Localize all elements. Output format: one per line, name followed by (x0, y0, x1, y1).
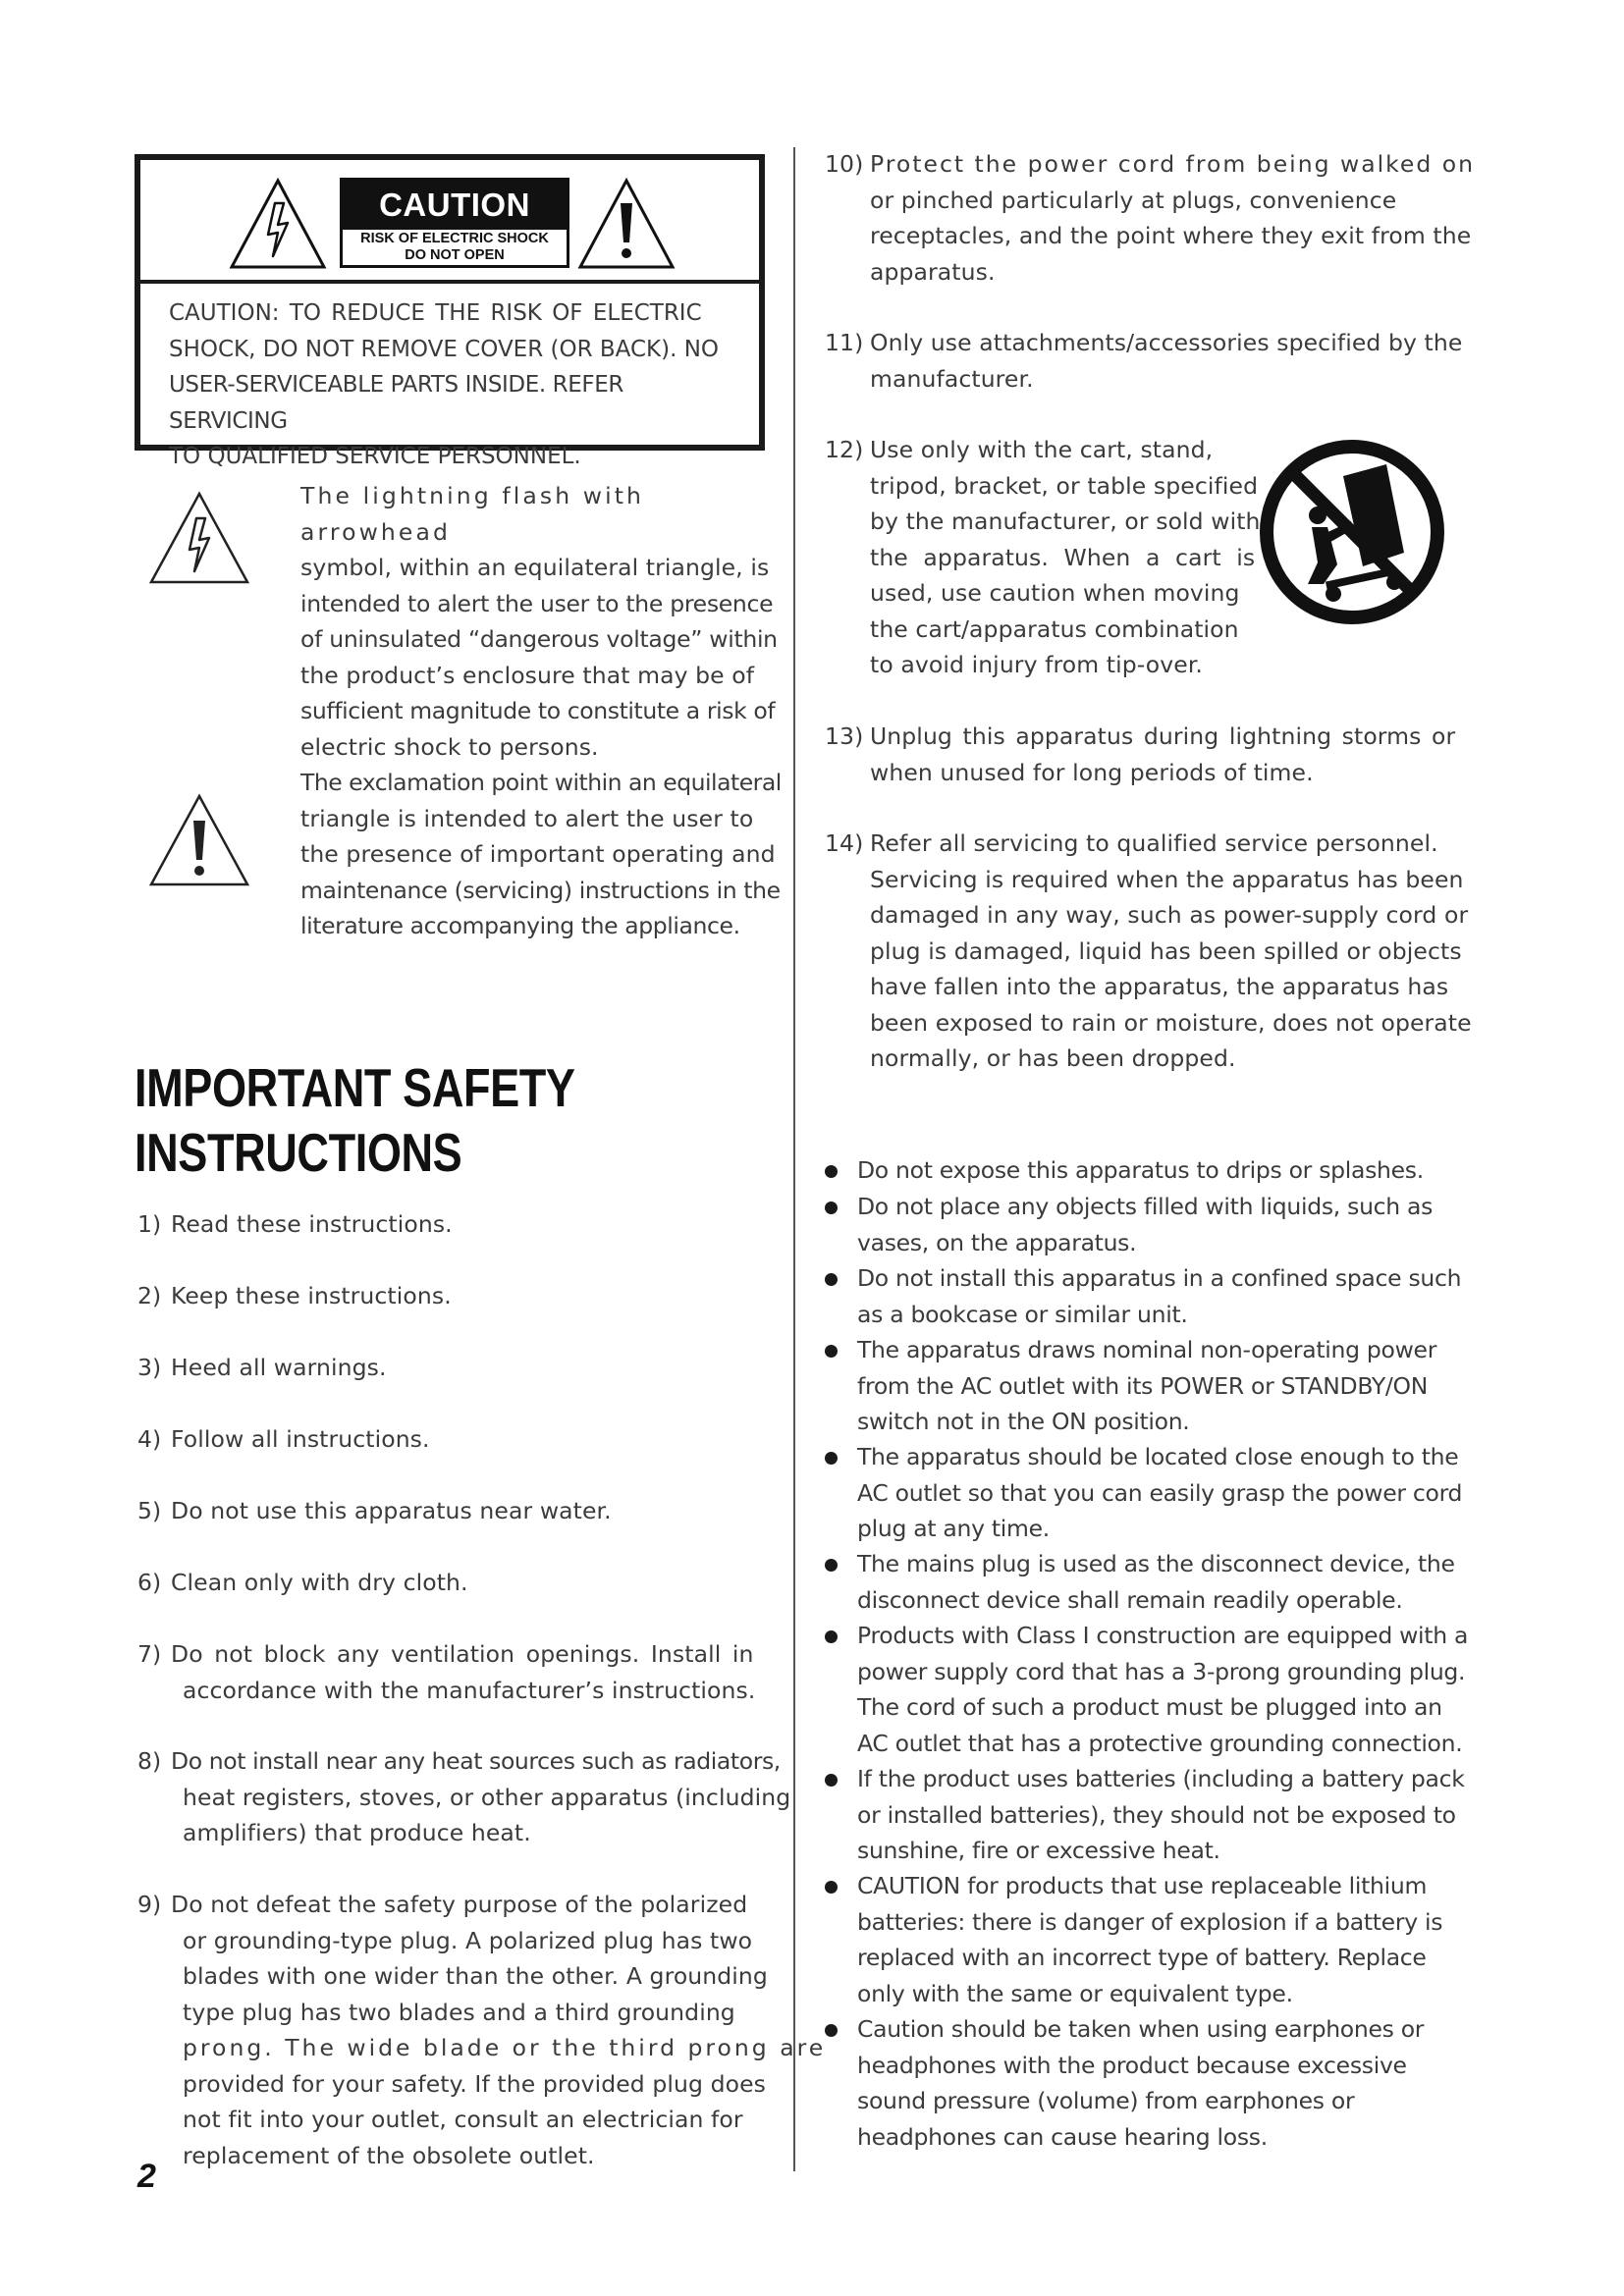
text-line: power supply cord that has a 3-prong grounding plug. (857, 1657, 1466, 1685)
text-line: electric shock to persons. (300, 732, 599, 761)
caution-line: CAUTION: TO REDUCE THE RISK OF ELECTRIC (169, 300, 702, 326)
bullet-list (825, 0, 1476, 2296)
text-line: switch not in the ON position. (857, 1408, 1190, 1435)
bullet-dot (825, 1881, 838, 1894)
text-line: sufficient magnitude to constitute a risk of (300, 697, 776, 724)
text-line: Use only with the cart, stand, (870, 436, 1214, 463)
bullet-dot (825, 1165, 838, 1178)
text-line: AC outlet that has a protective grounding connection. (857, 1729, 1463, 1757)
text-line: batteries: there is danger of explosion if a battery is (857, 1907, 1443, 1936)
text-line: Do not use this apparatus near water. (171, 1497, 612, 1524)
text-line: Clean only with dry cloth. (171, 1569, 468, 1596)
text-line: headphones with the product because excessive (857, 2051, 1407, 2079)
text-line: Do not install near any heat sources such as radiators, (171, 1747, 781, 1775)
instruction-number: 11) (825, 329, 864, 356)
bullet-text (857, 1761, 1465, 1869)
text-line: damaged in any way, such as power-supply cord or (870, 901, 1469, 929)
text-line: normally, or has been dropped. (870, 1044, 1236, 1072)
caution-banner-title: CAUTION (343, 181, 567, 230)
instruction-number: 5) (137, 1497, 162, 1524)
text-line: Keep these instructions. (171, 1282, 452, 1309)
text-line: AC outlet so that you can easily grasp the power cord (857, 1478, 1463, 1507)
text-line: vases, on the apparatus. (857, 1228, 1137, 1256)
text-line: triangle is intended to alert the user to (300, 804, 754, 832)
text-line: by the manufacturer, or sold with (870, 507, 1261, 535)
bullet-text (857, 1332, 1436, 1440)
text-line: Follow all instructions. (171, 1425, 430, 1453)
instructions-list-left (137, 0, 827, 2296)
text-line: the cart/apparatus combination (870, 614, 1239, 643)
text-line: the product’s enclosure that may be of (300, 661, 755, 689)
bullet-text (857, 1189, 1433, 1260)
text-line: when unused for long periods of time. (870, 758, 1314, 786)
text-line: replaced with an incorrect type of battery. Replace (857, 1944, 1427, 1971)
text-line: CAUTION for products that use replaceable lithium (857, 1872, 1428, 1899)
instruction-number: 13) (825, 722, 864, 750)
instruction-number: 7) (137, 1640, 162, 1668)
bullet-text (857, 1439, 1462, 1547)
page-number: 2 (137, 2158, 156, 2195)
instruction-number: 4) (137, 1425, 162, 1453)
bullet-text (857, 2011, 1424, 2155)
text-line: The mains plug is used as the disconnect device, the (857, 1550, 1455, 1577)
text-line: tripod, bracket, or table specified (870, 471, 1259, 500)
text-line: Refer all servicing to qualified service personnel. (870, 829, 1438, 857)
bullet-text (857, 1260, 1461, 1332)
instruction-number: 8) (137, 1747, 162, 1775)
text-line: Unplug this apparatus during lightning storms or (870, 722, 1456, 750)
text-line: intended to alert the user to the presence (300, 589, 774, 617)
bullet-dot (825, 2024, 838, 2037)
text-line: the presence of important operating and (300, 840, 776, 868)
instruction-number: 1) (137, 1210, 162, 1238)
text-line: Only use attachments/accessories specified by the (870, 329, 1463, 356)
text-line: maintenance (servicing) instructions in the (300, 876, 781, 904)
text-line: plug is damaged, liquid has been spilled or objects (870, 936, 1462, 965)
text-line: heat registers, stoves, or other apparatus (including (183, 1783, 791, 1811)
title-line-1: IMPORTANT SAFETY (135, 1057, 575, 1118)
bullet-dot (825, 1630, 838, 1643)
text-line: literature accompanying the appliance. (300, 912, 740, 939)
text-line: If the product uses batteries (including a battery pack (857, 1765, 1465, 1792)
text-line: have fallen into the apparatus, the apparatus has (870, 973, 1449, 1000)
text-line: as a bookcase or similar unit. (857, 1300, 1188, 1328)
text-line: The apparatus draws nominal non-operating power (857, 1336, 1437, 1363)
instruction-number: 3) (137, 1354, 162, 1381)
text-line: Do not place any objects filled with liquids, such as (857, 1193, 1434, 1220)
text-line: amplifiers) that produce heat. (183, 1819, 531, 1846)
text-line: apparatus. (870, 257, 996, 286)
text-line: sunshine, fire or excessive heat. (857, 1837, 1220, 1864)
bullet-text (857, 1546, 1455, 1618)
text-line: replacement of the obsolete outlet. (183, 2141, 595, 2169)
text-line: headphones can cause hearing loss. (857, 2122, 1268, 2151)
text-line: prong. The wide blade or the third prong are (183, 2034, 827, 2061)
text-line: to avoid injury from tip-over. (870, 651, 1203, 678)
text-line: from the AC outlet with its POWER or STANDBY/ON (857, 1371, 1429, 1400)
text-line: provided for your safety. If the provided plug does (183, 2069, 766, 2098)
text-line: symbol, within an equilateral triangle, is (300, 554, 770, 581)
text-line: Read these instructions. (171, 1210, 453, 1238)
bullet-dot (825, 1273, 838, 1286)
text-line: or pinched particularly at plugs, convenience (870, 186, 1397, 214)
text-line: type plug has two blades and a third grounding (183, 1998, 735, 2026)
caution-line: USER-SERVICEABLE PARTS INSIDE. REFER SERVICING (169, 372, 623, 434)
text-line: blades with one wider than the other. A grounding (183, 1962, 768, 1990)
text-line: Caution should be taken when using earphones or (857, 2015, 1425, 2043)
text-line: not fit into your outlet, consult an electrician for (183, 2106, 743, 2133)
text-line: The exclamation point within an equilateral (300, 769, 782, 796)
instruction-number: 14) (825, 829, 864, 857)
caution-line: SHOCK, DO NOT REMOVE COVER (OR BACK). NO (169, 336, 720, 362)
bullet-text (857, 1868, 1442, 2011)
text-line: Do not defeat the safety purpose of the polarized (171, 1891, 748, 1918)
caution-banner-line-2: DO NOT OPEN (405, 247, 505, 263)
text-line: Protect the power cord from being walked on (870, 150, 1476, 178)
text-line: Do not expose this apparatus to drips or splashes. (857, 1156, 1424, 1184)
text-line: disconnect device shall remain readily operable. (857, 1585, 1403, 1614)
column-divider (793, 147, 795, 2171)
text-line: Servicing is required when the apparatus has been (870, 865, 1464, 893)
text-line: Do not install this apparatus in a confined space such (857, 1264, 1462, 1292)
instruction-number: 9) (137, 1891, 162, 1918)
text-line: been exposed to rain or moisture, does not operate (870, 1008, 1472, 1037)
bullet-dot (825, 1774, 838, 1787)
text-line: plug at any time. (857, 1515, 1050, 1542)
text-line: The lightning flash with arrowhead (300, 482, 645, 546)
caution-banner-line-1: RISK OF ELECTRIC SHOCK (360, 231, 549, 246)
bullet-dot (825, 1201, 838, 1214)
text-line: of uninsulated “dangerous voltage” within (300, 625, 778, 653)
instruction-number: 6) (137, 1569, 162, 1596)
text-line: receptacles, and the point where they exit from the (870, 222, 1472, 249)
text-line: accordance with the manufacturer’s instructions. (183, 1676, 756, 1704)
instruction-number: 10) (825, 150, 864, 178)
instruction-number: 2) (137, 1282, 162, 1309)
bullet-dot (825, 1452, 838, 1465)
bullet-dot (825, 1559, 838, 1572)
bullet-dot (825, 1345, 838, 1358)
text-line: the apparatus. When a cart is (870, 543, 1256, 571)
bullet-text (857, 1618, 1468, 1761)
text-line: or grounding-type plug. A polarized plug has two (183, 1926, 753, 1954)
bullet-text (857, 1152, 1424, 1189)
text-line: The cord of such a product must be plugged into an (857, 1693, 1442, 1721)
text-line: Do not block any ventilation openings. Install in (171, 1640, 754, 1668)
text-line: or installed batteries), they should not be exposed to (857, 1800, 1456, 1829)
title-line-2: INSTRUCTIONS (135, 1122, 462, 1183)
text-line: The apparatus should be located close enough to the (857, 1443, 1459, 1470)
text-line: sound pressure (volume) from earphones or (857, 2087, 1355, 2114)
text-line: used, use caution when moving (870, 579, 1240, 607)
text-line: Products with Class I construction are equipped with a (857, 1622, 1469, 1649)
text-line: Heed all warnings. (171, 1354, 387, 1381)
text-line: only with the same or equivalent type. (857, 1979, 1293, 2007)
instruction-number: 12) (825, 436, 864, 463)
text-line: manufacturer. (870, 364, 1034, 393)
caution-line: TO QUALIFIED SERVICE PERSONNEL. (169, 444, 581, 469)
